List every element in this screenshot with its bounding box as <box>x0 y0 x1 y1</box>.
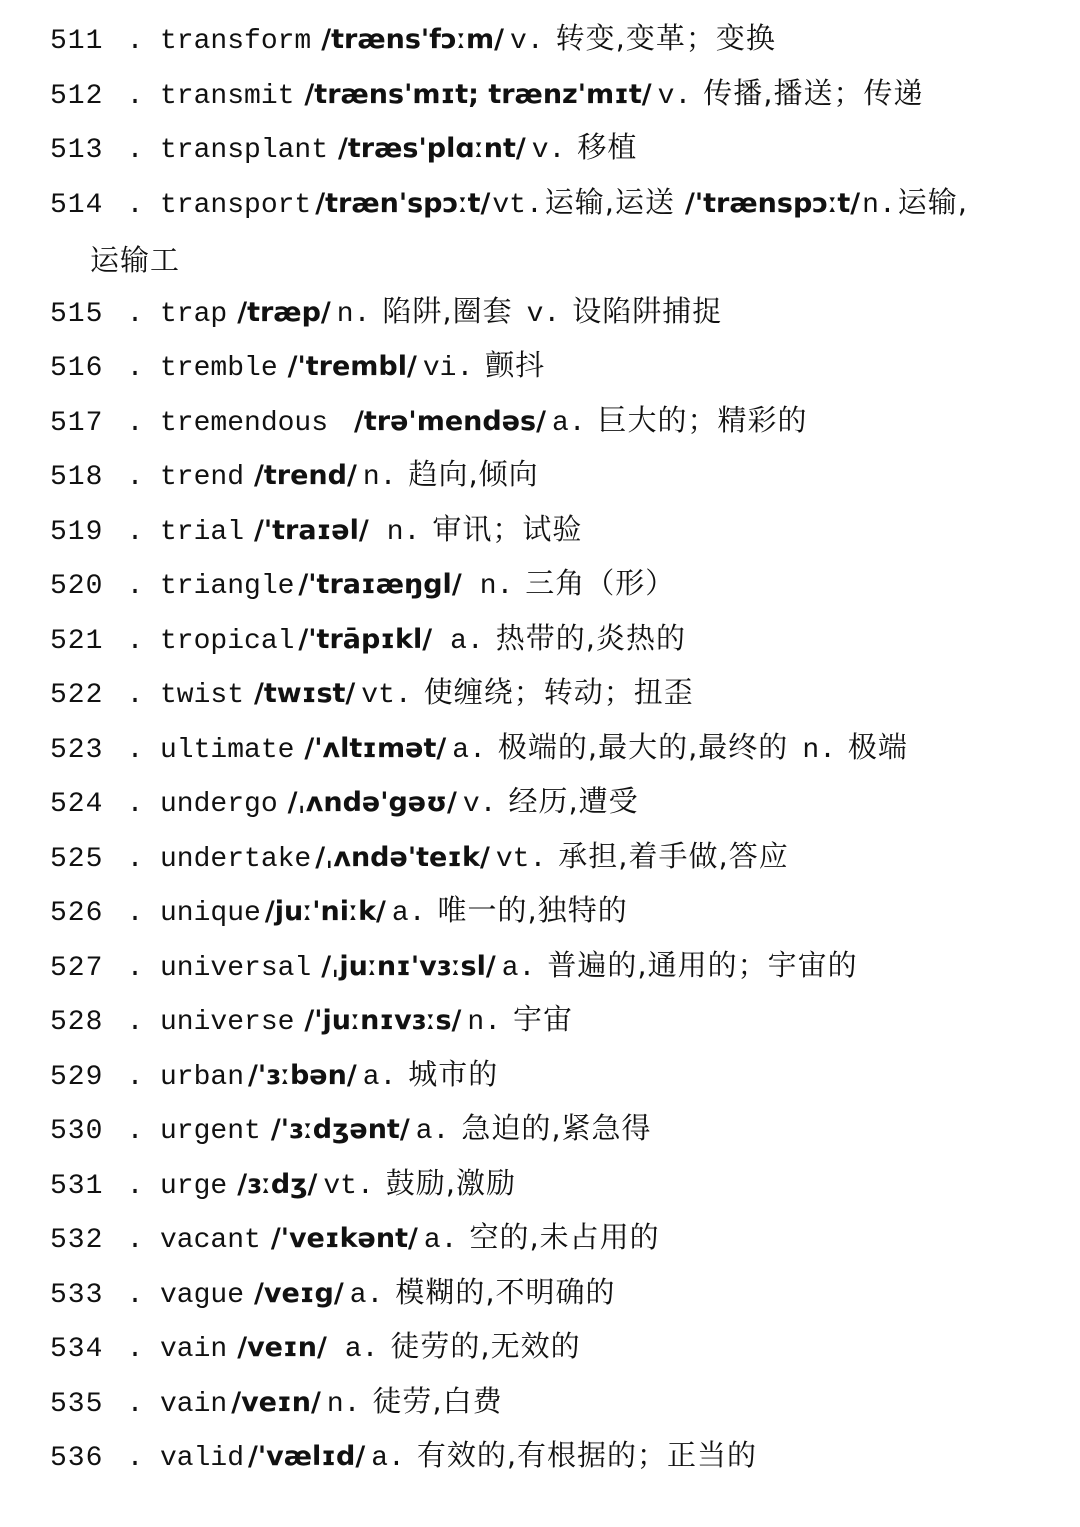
entry-phonetic: /'trembl/ <box>287 351 417 382</box>
entry-number: 529 <box>50 1061 104 1093</box>
entry-523 <box>50 727 1050 782</box>
entry-meaning-continued: 运输工 <box>90 242 181 277</box>
entry-meaning: 三角（形） <box>525 566 676 600</box>
entry-phonetic: /ˌʌndə'teɪk/ <box>315 841 490 873</box>
entry-word: tropical <box>160 625 295 657</box>
entry-dot: . <box>126 1170 144 1202</box>
entry-meaning: 徒劳,白费 <box>372 1383 503 1418</box>
entry-meaning-verb: 设陷阱捕捉 <box>572 293 723 328</box>
entry-meaning: 热带的,炎热的 <box>495 620 686 655</box>
entry-word: valid <box>160 1443 245 1474</box>
entry-phonetic: /veɪg/ <box>254 1277 344 1309</box>
entry-part-of-speech: v. <box>462 789 497 820</box>
entry-word: urge <box>160 1170 228 1202</box>
entry-515 <box>50 291 1050 346</box>
entry-number: 526 <box>50 898 104 929</box>
entry-part-of-speech: vt. <box>361 680 412 711</box>
entry-phonetic: /veɪn/ <box>237 1332 327 1363</box>
entry-number: 535 <box>50 1388 104 1420</box>
entry-dot: . <box>126 298 144 330</box>
entry-number: 532 <box>50 1225 104 1256</box>
entry-number: 518 <box>50 462 104 493</box>
entry-meaning: 空的,未占用的 <box>469 1220 660 1254</box>
entry-meaning: 运输,运送 <box>544 184 676 219</box>
entry-533 <box>50 1272 1050 1327</box>
entry-number: 514 <box>50 189 104 221</box>
entry-meaning: 颤抖 <box>485 348 546 382</box>
entry-phonetic: /'ʌltɪmət/ <box>304 732 447 764</box>
entry-meaning: 极端的,最大的,最终的 <box>497 729 789 764</box>
entry-phonetic: /'trāpɪkl/ <box>298 623 433 655</box>
entry-meaning: 城市的 <box>408 1056 499 1091</box>
entry-word: vague <box>160 1279 245 1311</box>
entry-524 <box>50 781 1050 836</box>
entry-number: 513 <box>50 135 104 166</box>
entry-word: unique <box>160 898 261 929</box>
entry-part-of-speech: vt. <box>492 189 543 221</box>
entry-word: transform <box>160 26 312 57</box>
entry-part-of-speech: a. <box>423 1225 458 1256</box>
entry-dot: . <box>126 789 144 820</box>
entry-521 <box>50 618 1050 673</box>
entry-meaning: 急迫的,紧急得 <box>461 1111 652 1145</box>
entry-part-of-speech-verb: v. <box>526 298 561 330</box>
entry-535 <box>50 1381 1050 1436</box>
entry-514 <box>50 182 1050 291</box>
entry-part-of-speech: a. <box>349 1279 384 1311</box>
entry-513 <box>50 127 1050 182</box>
entry-dot: . <box>126 680 144 711</box>
entry-word: transmit <box>160 80 295 112</box>
entry-dot: . <box>126 1443 144 1474</box>
entry-phonetic: /veɪn/ <box>231 1386 321 1418</box>
entry-520 <box>50 563 1050 618</box>
entry-number: 533 <box>50 1279 104 1311</box>
entry-number: 516 <box>50 353 104 384</box>
entry-phonetic: /'ɜːdʒənt/ <box>270 1114 410 1145</box>
entry-word: tremendous <box>160 407 329 439</box>
entry-phonetic: /'vælɪd/ <box>248 1441 366 1472</box>
entry-number: 528 <box>50 1007 104 1038</box>
entry-word: vacant <box>160 1225 261 1256</box>
entry-522 <box>50 672 1050 727</box>
entry-517 <box>50 400 1050 455</box>
entry-part-of-speech-noun: n. <box>802 734 836 766</box>
entry-part-of-speech: n. <box>467 1007 502 1038</box>
entry-534 <box>50 1326 1050 1381</box>
entry-phonetic-noun: /'trænspɔːt/ <box>685 187 861 219</box>
entry-part-of-speech: n. <box>479 571 514 602</box>
entry-phonetic: /'juːnɪvɜːs/ <box>304 1005 462 1036</box>
entry-part-of-speech: a. <box>371 1443 405 1474</box>
entry-number: 520 <box>50 571 104 602</box>
entry-word: ultimate <box>160 734 295 766</box>
entry-512 <box>50 73 1050 128</box>
entry-meaning: 使缠绕；转动；扭歪 <box>423 675 694 709</box>
entry-part-of-speech: a. <box>362 1061 397 1093</box>
entry-phonetic: /ɜːdʒ/ <box>237 1168 318 1200</box>
entry-number: 521 <box>50 625 104 657</box>
entry-part-of-speech: vt. <box>495 843 547 875</box>
entry-phonetic: /'traɪəl/ <box>254 514 369 546</box>
entry-word: vain <box>160 1334 228 1365</box>
entry-word: vain <box>160 1388 228 1420</box>
entry-dot: . <box>126 952 144 984</box>
entry-word: tremble <box>160 353 278 384</box>
entry-number: 515 <box>50 298 104 330</box>
entry-part-of-speech-noun: n. <box>862 189 896 221</box>
entry-536 <box>50 1435 1050 1490</box>
entry-meaning: 徒劳的,无效的 <box>390 1329 581 1363</box>
entry-dot: . <box>126 80 144 112</box>
entry-number: 523 <box>50 734 104 766</box>
entry-number: 511 <box>50 26 104 57</box>
entry-word: undertake <box>160 843 312 875</box>
entry-dot: . <box>126 516 144 548</box>
entry-dot: . <box>126 843 144 875</box>
entry-meaning: 经历,遭受 <box>508 784 639 818</box>
entry-part-of-speech: v. <box>531 135 566 166</box>
entry-525 <box>50 836 1050 891</box>
entry-phonetic: /træns'mɪt; trænz'mɪt/ <box>304 78 652 110</box>
entry-meaning: 鼓励,激励 <box>385 1165 517 1200</box>
entry-meaning: 传播,播送；传递 <box>703 75 924 110</box>
entry-dot: . <box>126 135 144 166</box>
entry-word: twist <box>160 680 245 711</box>
entry-phonetic: /'ɜːbən/ <box>248 1059 357 1091</box>
entry-dot: . <box>126 1388 144 1420</box>
entry-number: 517 <box>50 407 104 439</box>
entry-number: 534 <box>50 1334 104 1365</box>
entry-meaning: 唯一的,独特的 <box>437 893 628 927</box>
entry-phonetic: /ˌʌndə'gəʊ/ <box>287 787 457 818</box>
entry-phonetic: /træn'spɔːt/ <box>315 187 491 219</box>
entry-511 <box>50 18 1050 73</box>
entry-meaning: 移植 <box>577 130 638 164</box>
entry-part-of-speech: n. <box>386 516 421 548</box>
entry-phonetic: /twɪst/ <box>254 678 356 709</box>
entry-word: transplant <box>160 135 329 166</box>
entry-word: transport <box>160 189 312 221</box>
entry-meaning: 转变,变革；变换 <box>555 21 776 55</box>
entry-number: 530 <box>50 1116 104 1147</box>
entry-532 <box>50 1217 1050 1272</box>
entry-518 <box>50 454 1050 509</box>
entry-dot: . <box>126 189 144 221</box>
entry-part-of-speech: a. <box>551 407 586 439</box>
entry-word: trap <box>160 298 228 330</box>
entry-528 <box>50 999 1050 1054</box>
entry-phonetic: /'traɪæŋgl/ <box>298 569 462 600</box>
entry-number: 524 <box>50 789 104 820</box>
entry-part-of-speech: vt. <box>323 1170 374 1202</box>
entry-part-of-speech: a. <box>450 625 484 657</box>
entry-part-of-speech: a. <box>415 1116 450 1147</box>
entry-word: universal <box>160 952 312 984</box>
entry-word: urgent <box>160 1116 261 1147</box>
entry-number: 536 <box>50 1443 104 1474</box>
entry-527 <box>50 945 1050 1000</box>
entry-phonetic: /'veɪkənt/ <box>270 1223 418 1254</box>
entry-dot: . <box>126 407 144 439</box>
entry-dot: . <box>126 1225 144 1256</box>
entry-number: 519 <box>50 516 104 548</box>
entry-part-of-speech: v. <box>657 80 692 112</box>
entry-dot: . <box>126 625 144 657</box>
entry-phonetic: /træs'plɑːnt/ <box>338 133 526 164</box>
entry-word: urban <box>160 1061 245 1093</box>
entry-word: universe <box>160 1007 295 1038</box>
entry-number: 527 <box>50 952 104 984</box>
entry-part-of-speech: n. <box>336 298 371 330</box>
entry-part-of-speech: a. <box>344 1334 379 1365</box>
entry-phonetic: /ˌjuːnɪ'vɜːsl/ <box>321 950 496 982</box>
entry-dot: . <box>126 1334 144 1365</box>
entry-dot: . <box>126 734 144 766</box>
entry-part-of-speech: a. <box>452 734 486 766</box>
entry-meaning: 有效的,有根据的；正当的 <box>416 1438 758 1472</box>
entry-dot: . <box>126 1007 144 1038</box>
entry-dot: . <box>126 353 144 384</box>
entry-phonetic: /træp/ <box>237 296 331 328</box>
entry-meaning: 巨大的；精彩的 <box>597 402 808 437</box>
entry-phonetic: /juː'niːk/ <box>264 896 386 927</box>
entry-number: 522 <box>50 680 104 711</box>
entry-part-of-speech: vi. <box>422 353 474 384</box>
entry-word: triangle <box>160 571 295 602</box>
entry-meaning-noun: 极端 <box>847 729 908 764</box>
entry-meaning-noun: 运输, <box>897 184 968 219</box>
entry-meaning: 普遍的,通用的；宇宙的 <box>547 947 858 982</box>
entry-dot: . <box>126 1116 144 1147</box>
entry-part-of-speech: a. <box>391 898 426 929</box>
entry-word: trend <box>160 462 245 493</box>
entry-519 <box>50 509 1050 564</box>
entry-dot: . <box>126 1279 144 1311</box>
entry-number: 512 <box>50 80 104 112</box>
entry-word: trial <box>160 516 245 548</box>
entry-meaning: 宇宙 <box>513 1002 574 1036</box>
entry-530 <box>50 1108 1050 1163</box>
entry-number: 531 <box>50 1170 104 1202</box>
entry-meaning: 模糊的,不明确的 <box>395 1274 616 1309</box>
entry-part-of-speech: n. <box>362 462 397 493</box>
entry-529 <box>50 1054 1050 1109</box>
entry-meaning: 承担,着手做,答应 <box>558 838 789 873</box>
entry-dot: . <box>126 1061 144 1093</box>
entry-word: undergo <box>160 789 278 820</box>
entry-number: 525 <box>50 843 104 875</box>
entry-meaning: 审讯；试验 <box>432 511 583 546</box>
entry-dot: . <box>126 26 144 57</box>
entry-meaning: 趋向,倾向 <box>408 457 539 491</box>
entry-516 <box>50 345 1050 400</box>
entry-531 <box>50 1163 1050 1218</box>
entry-dot: . <box>126 571 144 602</box>
entry-phonetic: /træns'fɔːm/ <box>321 24 505 55</box>
entry-phonetic: /trə'mendəs/ <box>354 405 546 437</box>
entry-part-of-speech: v. <box>510 26 544 57</box>
entry-part-of-speech: n. <box>326 1388 361 1420</box>
entry-dot: . <box>126 462 144 493</box>
entry-dot: . <box>126 898 144 929</box>
entry-meaning: 陷阱,圈套 <box>382 293 513 328</box>
entry-526 <box>50 890 1050 945</box>
entry-part-of-speech: a. <box>501 952 536 984</box>
entry-phonetic: /trend/ <box>254 460 357 491</box>
